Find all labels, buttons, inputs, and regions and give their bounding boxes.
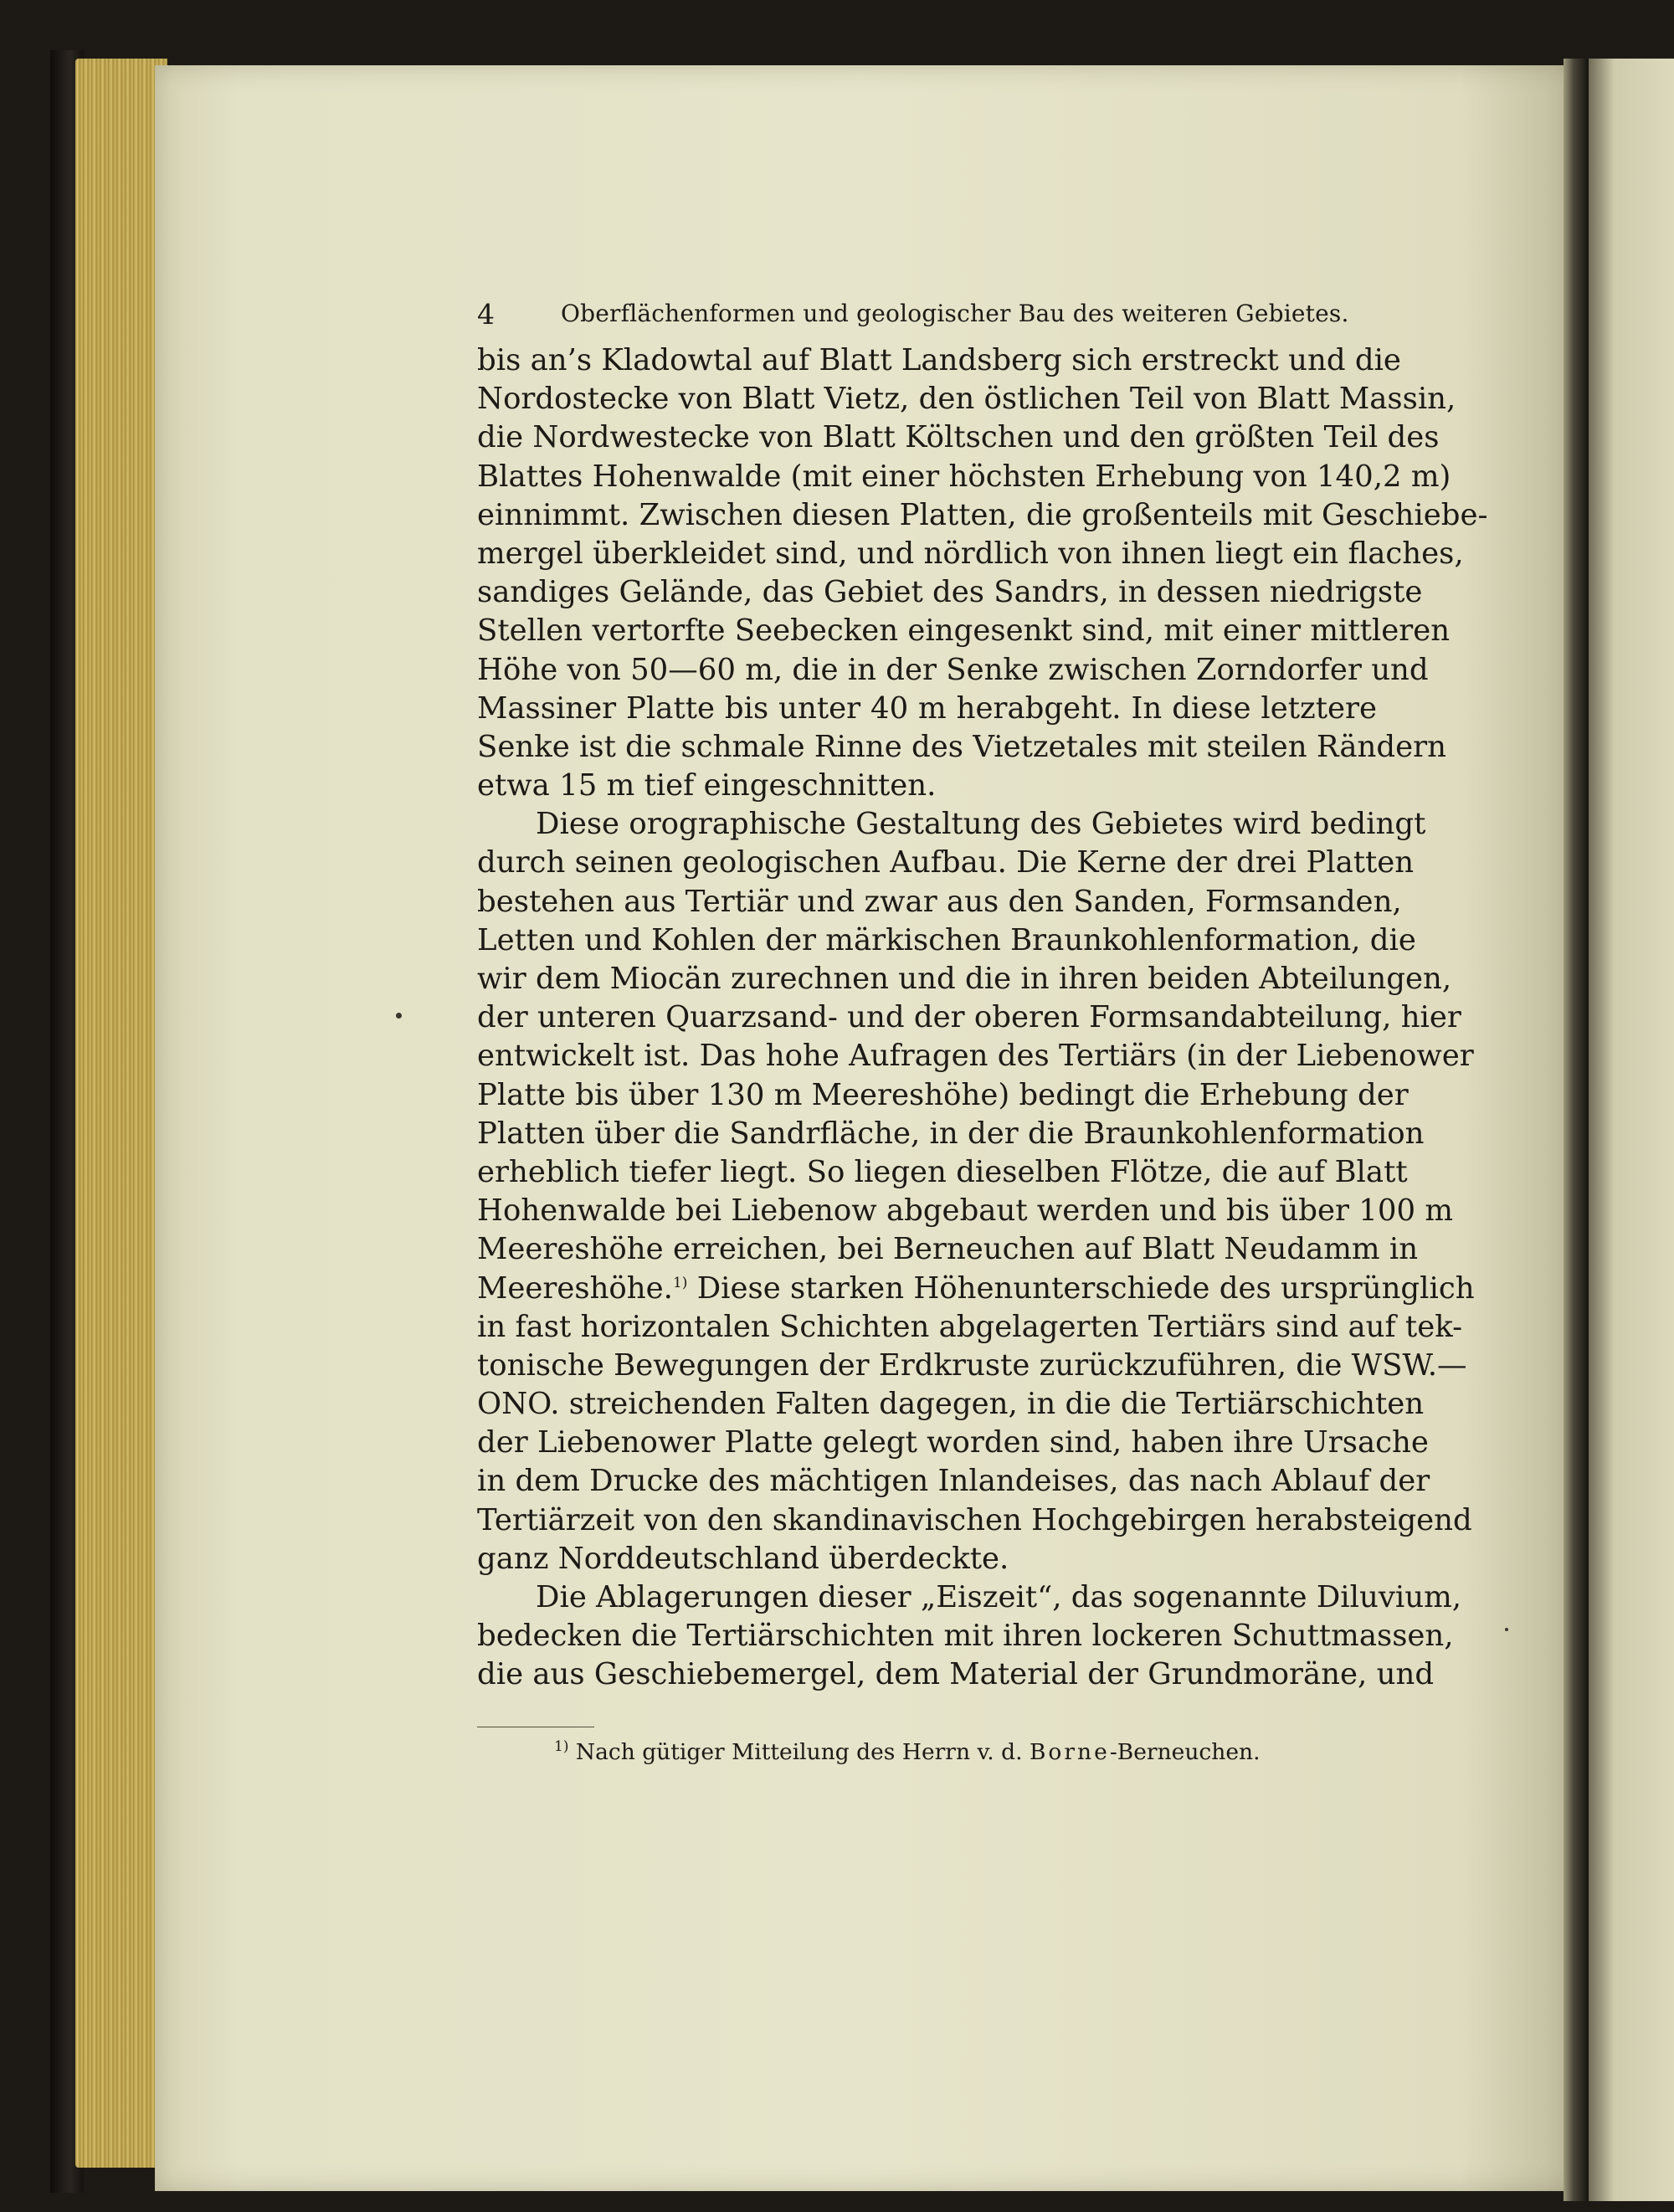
text-line: bedecken die Tertiärschichten mit ihren lockeren Schuttmassen,: [477, 1619, 1454, 1654]
page-number: 4: [477, 298, 495, 331]
text-line: Die Ablagerungen dieser „Eiszeit“, das sogenannte Diluvium,: [536, 1580, 1462, 1614]
text-line: tonische Bewegungen der Erdkruste zurückzuführen, die WSW.—: [477, 1347, 1467, 1383]
text-line: Nordostecke von Blatt Vietz, den östlichen Teil von Blatt Massin,: [477, 382, 1456, 417]
text-line: Höhe von 50—60 m, die in der Senke zwischen Zorndorfer und: [477, 652, 1429, 687]
footnote-mark: 1): [554, 1737, 569, 1755]
text-line: bestehen aus Tertiär und zwar aus den Sanden, Formsanden,: [477, 884, 1402, 919]
text-line: Massiner Platte bis unter 40 m herabgeht. In diese letztere: [477, 690, 1377, 726]
text-line: etwa 15 m tief eingeschnitten.: [477, 768, 937, 803]
facing-page-edge: [1589, 59, 1674, 2201]
page-speck: [396, 1013, 402, 1019]
text-line: Platte bis über 130 m Meereshöhe) bedingt die Erhebung der: [477, 1077, 1409, 1112]
footnote-reference: 1): [672, 1274, 688, 1291]
body-text: [477, 341, 1488, 1695]
book-gutter: [1564, 59, 1589, 2201]
footnote-name: Borne: [1029, 1738, 1110, 1765]
line-rest: Diese starken Höhenunterschiede des ursprünglich: [696, 1270, 1475, 1306]
text-line: Letten und Kohlen der märkischen Braunkohlenformation, die: [477, 922, 1416, 957]
text-line: ONO. streichenden Falten dagegen, in die die Tertiärschichten: [477, 1387, 1425, 1422]
gilded-page-edges: [75, 59, 167, 2168]
text-line: Senke ist die schmale Rinne des Vietzetales mit steilen Rändern: [477, 729, 1446, 764]
running-head: [477, 295, 1377, 341]
text-line: einnimmt. Zwischen diesen Platten, die großenteils mit Geschiebe-: [477, 497, 1488, 532]
page-speck: [1505, 1628, 1508, 1631]
text-line-with-note: [477, 1270, 1475, 1308]
text-line: der unteren Quarzsand- und der oberen Formsandabteilung, hier: [477, 1000, 1461, 1035]
text-line: Hohenwalde bei Liebenow abgebaut werden und bis über 100 m: [477, 1193, 1453, 1229]
text-line: erheblich tiefer liegt. So liegen dieselben Flötze, die auf Blatt: [477, 1154, 1408, 1189]
text-line: in dem Drucke des mächtigen Inlandeises, das nach Ablauf der: [477, 1464, 1430, 1499]
text-line: Platten über die Sandrfläche, in der die Braunkohlenformation: [477, 1116, 1425, 1151]
text-line: die aus Geschiebemergel, dem Material der Grundmoräne, und: [477, 1657, 1435, 1692]
text-line: in fast horizontalen Schichten abgelagerten Tertiärs sind auf tek-: [477, 1309, 1463, 1344]
text-line: mergel überkleidet sind, und nördlich von ihnen liegt ein flaches,: [477, 536, 1464, 571]
text-line: bis an’s Kladowtal auf Blatt Landsberg sich erstreckt und die: [477, 343, 1401, 377]
text-line: Stellen vertorfte Seebecken eingesenkt sind, mit einer mittleren: [477, 613, 1451, 649]
text-line: durch seinen geologischen Aufbau. Die Kerne der drei Platten: [477, 845, 1415, 880]
footnote-text-end: -Berneuchen.: [1109, 1738, 1261, 1765]
text-block: [477, 295, 1488, 1765]
running-title: Oberflächenformen und geologischer Bau des weiteren Gebietes.: [561, 300, 1349, 327]
footnote: [477, 1739, 1377, 1765]
text-line: Diese orographische Gestaltung des Gebietes wird bedingt: [536, 807, 1426, 842]
text-line: Meereshöhe erreichen, bei Berneuchen auf Blatt Neudamm in: [477, 1232, 1419, 1267]
text-line: ganz Norddeutschland überdeckte.: [477, 1541, 1009, 1576]
text-line: Tertiärzeit von den skandinavischen Hochgebirgen herabsteigend: [477, 1502, 1472, 1537]
line-start: Meereshöhe.: [477, 1270, 673, 1306]
footnote-text: Nach gütiger Mitteilung des Herrn v. d.: [575, 1738, 1023, 1765]
text-line: entwickelt ist. Das hohe Aufragen des Tertiärs (in der Liebenower: [477, 1039, 1474, 1074]
text-line: wir dem Miocän zurechnen und die in ihren beiden Abteilungen,: [477, 962, 1452, 996]
text-line: sandiges Gelände, das Gebiet des Sandrs, in dessen niedrigste: [477, 575, 1423, 610]
text-line: Blattes Hohenwalde (mit einer höchsten Erhebung von 140,2 m): [477, 459, 1451, 494]
text-line: der Liebenower Platte gelegt worden sind, haben ihre Ursache: [477, 1425, 1429, 1460]
text-line: die Nordwestecke von Blatt Költschen und den größten Teil des: [477, 420, 1440, 455]
